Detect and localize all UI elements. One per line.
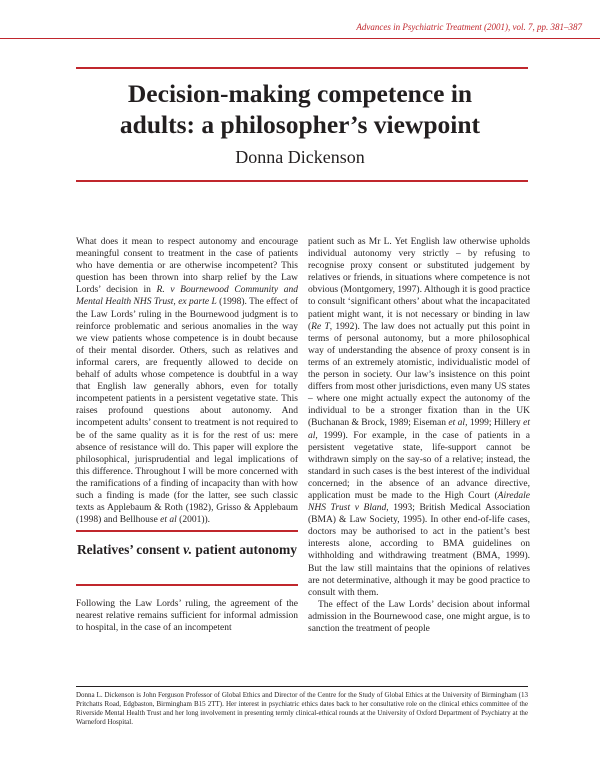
- article-title: [0, 78, 600, 140]
- title-line-1: Decision-making competence in: [127, 79, 473, 108]
- left-column-intro: [76, 236, 298, 526]
- intro-paragraph: What does it mean to respect autonomy and encourage meaningful consent to treatment in the case of patients who have dementia or are otherwise incompetent? This question has been thrown into sharp relief by the Law Lords’ decision in R. v Bournewood Community and Mental Health NHS Trust, ex parte L (1998). The effect of the Law Lords’ ruling in the Bournewood judgment is to reinforce problematic and serious anomalies in the way we view patients whose competence is in doubt because of their mental disorder. Others, such as relatives and informal carers, are frequently allowed to decide on behalf of adults whose competence is doubtful in a way that English law generally abhors, even for totally incompetent patients in a persistent vegetative state. This raises profound questions about autonomy. And incompetent adults’ consent to treatment is not required to be of the same quality as it is for the rest of us: mere absence of resistance will do. This paper will explore the philosophical, jurisprudential and legal implications of this difference. Throughout I will be more concerned with the ramifications of a finding of incapacity than with how such a finding is made (for the latter, see such classic texts as Applebaum & Roth (1982), Grisso & Applebaum (1998) and Bellhouse et al (2001)).: [76, 237, 298, 526]
- title-top-rule: [76, 67, 528, 69]
- journal-reference: Advances in Psychiatric Treatment (2001), vol. 7, pp. 381–387: [356, 22, 582, 32]
- header-rule: [0, 38, 600, 39]
- left-column-section: [76, 598, 298, 634]
- right-paragraph-1: patient such as Mr L. Yet English law otherwise upholds individual autonomy very strictly – by refusing to recognise proxy consent or substituted judgement by relatives or friends, in situations where competence is not obvious (Montgomery, 1997). Although it is good practice to consult ‘significant others’ about what the incapacitated patient might want, it is not necessary or binding in law (Re T, 1992). The law does not actually put this point in terms of personal autonomy, but a more philosophical way of understanding the absence of proxy consent is in terms of an extremely atomistic, individualistic model of the person in society. Our law’s insistence on this point differs from most other jurisdictions, even many US states – where one might actually expect the autonomy of the individual to be a stronger fixation than in the UK (Buchanan & Brock, 1989; Eiseman et al, 1999; Hillery et al, 1999). For example, in the case of patients in a persistent vegetative state, life-support cannot be withdrawn simply on the say-so of a relative; instead, the standard in such cases is the best interest of the individual concerned; in the absence of an advance directive, application must be made to the High Court (Airedale NHS Trust v Bland, 1993; British Medical Association (BMA) & Law Society, 1995). In other end-of-life cases, doctors may be authorised to act in the patient’s best interests alone, according to BMA guidelines on withholding and withdrawing treatment (BMA, 1999). But the law still maintains that the opinions of relatives are not determinative, although it may be good practice to consult with them.: [308, 237, 531, 598]
- footnote-rule: [76, 686, 528, 687]
- section-heading: Relatives’ consent v. patient autonomy: [76, 542, 298, 557]
- right-column: [308, 236, 530, 635]
- author-footnote: Donna L. Dickenson is John Ferguson Professor of Global Ethics and Director of the Centre for the Study of Global Ethics at the University of Birmingham (13 Pritchatts Road, Edgbaston, Birmingham B15 2TT). Her interest in psychiatric ethics dates back to her consultative role on the clinical ethics committee of the Riverside Mental Health Trust and her long involvement in presenting termly clinical-ethical rounds at the University of Oxford Department of Psychiatry at the Warneford Hospital.: [76, 691, 528, 726]
- title-bottom-rule: [76, 180, 528, 182]
- title-line-2: adults: a philosopher’s viewpoint: [119, 110, 481, 139]
- section-heading-block: [76, 530, 298, 586]
- section-paragraph: Following the Law Lords’ ruling, the agreement of the nearest relative remains sufficient for informal admission to hospital, in the case of an incompetent: [76, 599, 298, 634]
- right-paragraph-2: The effect of the Law Lords’ decision about informal admission in the Bournewood case, one might argue, is to sanction the treatment of people: [308, 599, 530, 634]
- author-name: Donna Dickenson: [235, 147, 365, 167]
